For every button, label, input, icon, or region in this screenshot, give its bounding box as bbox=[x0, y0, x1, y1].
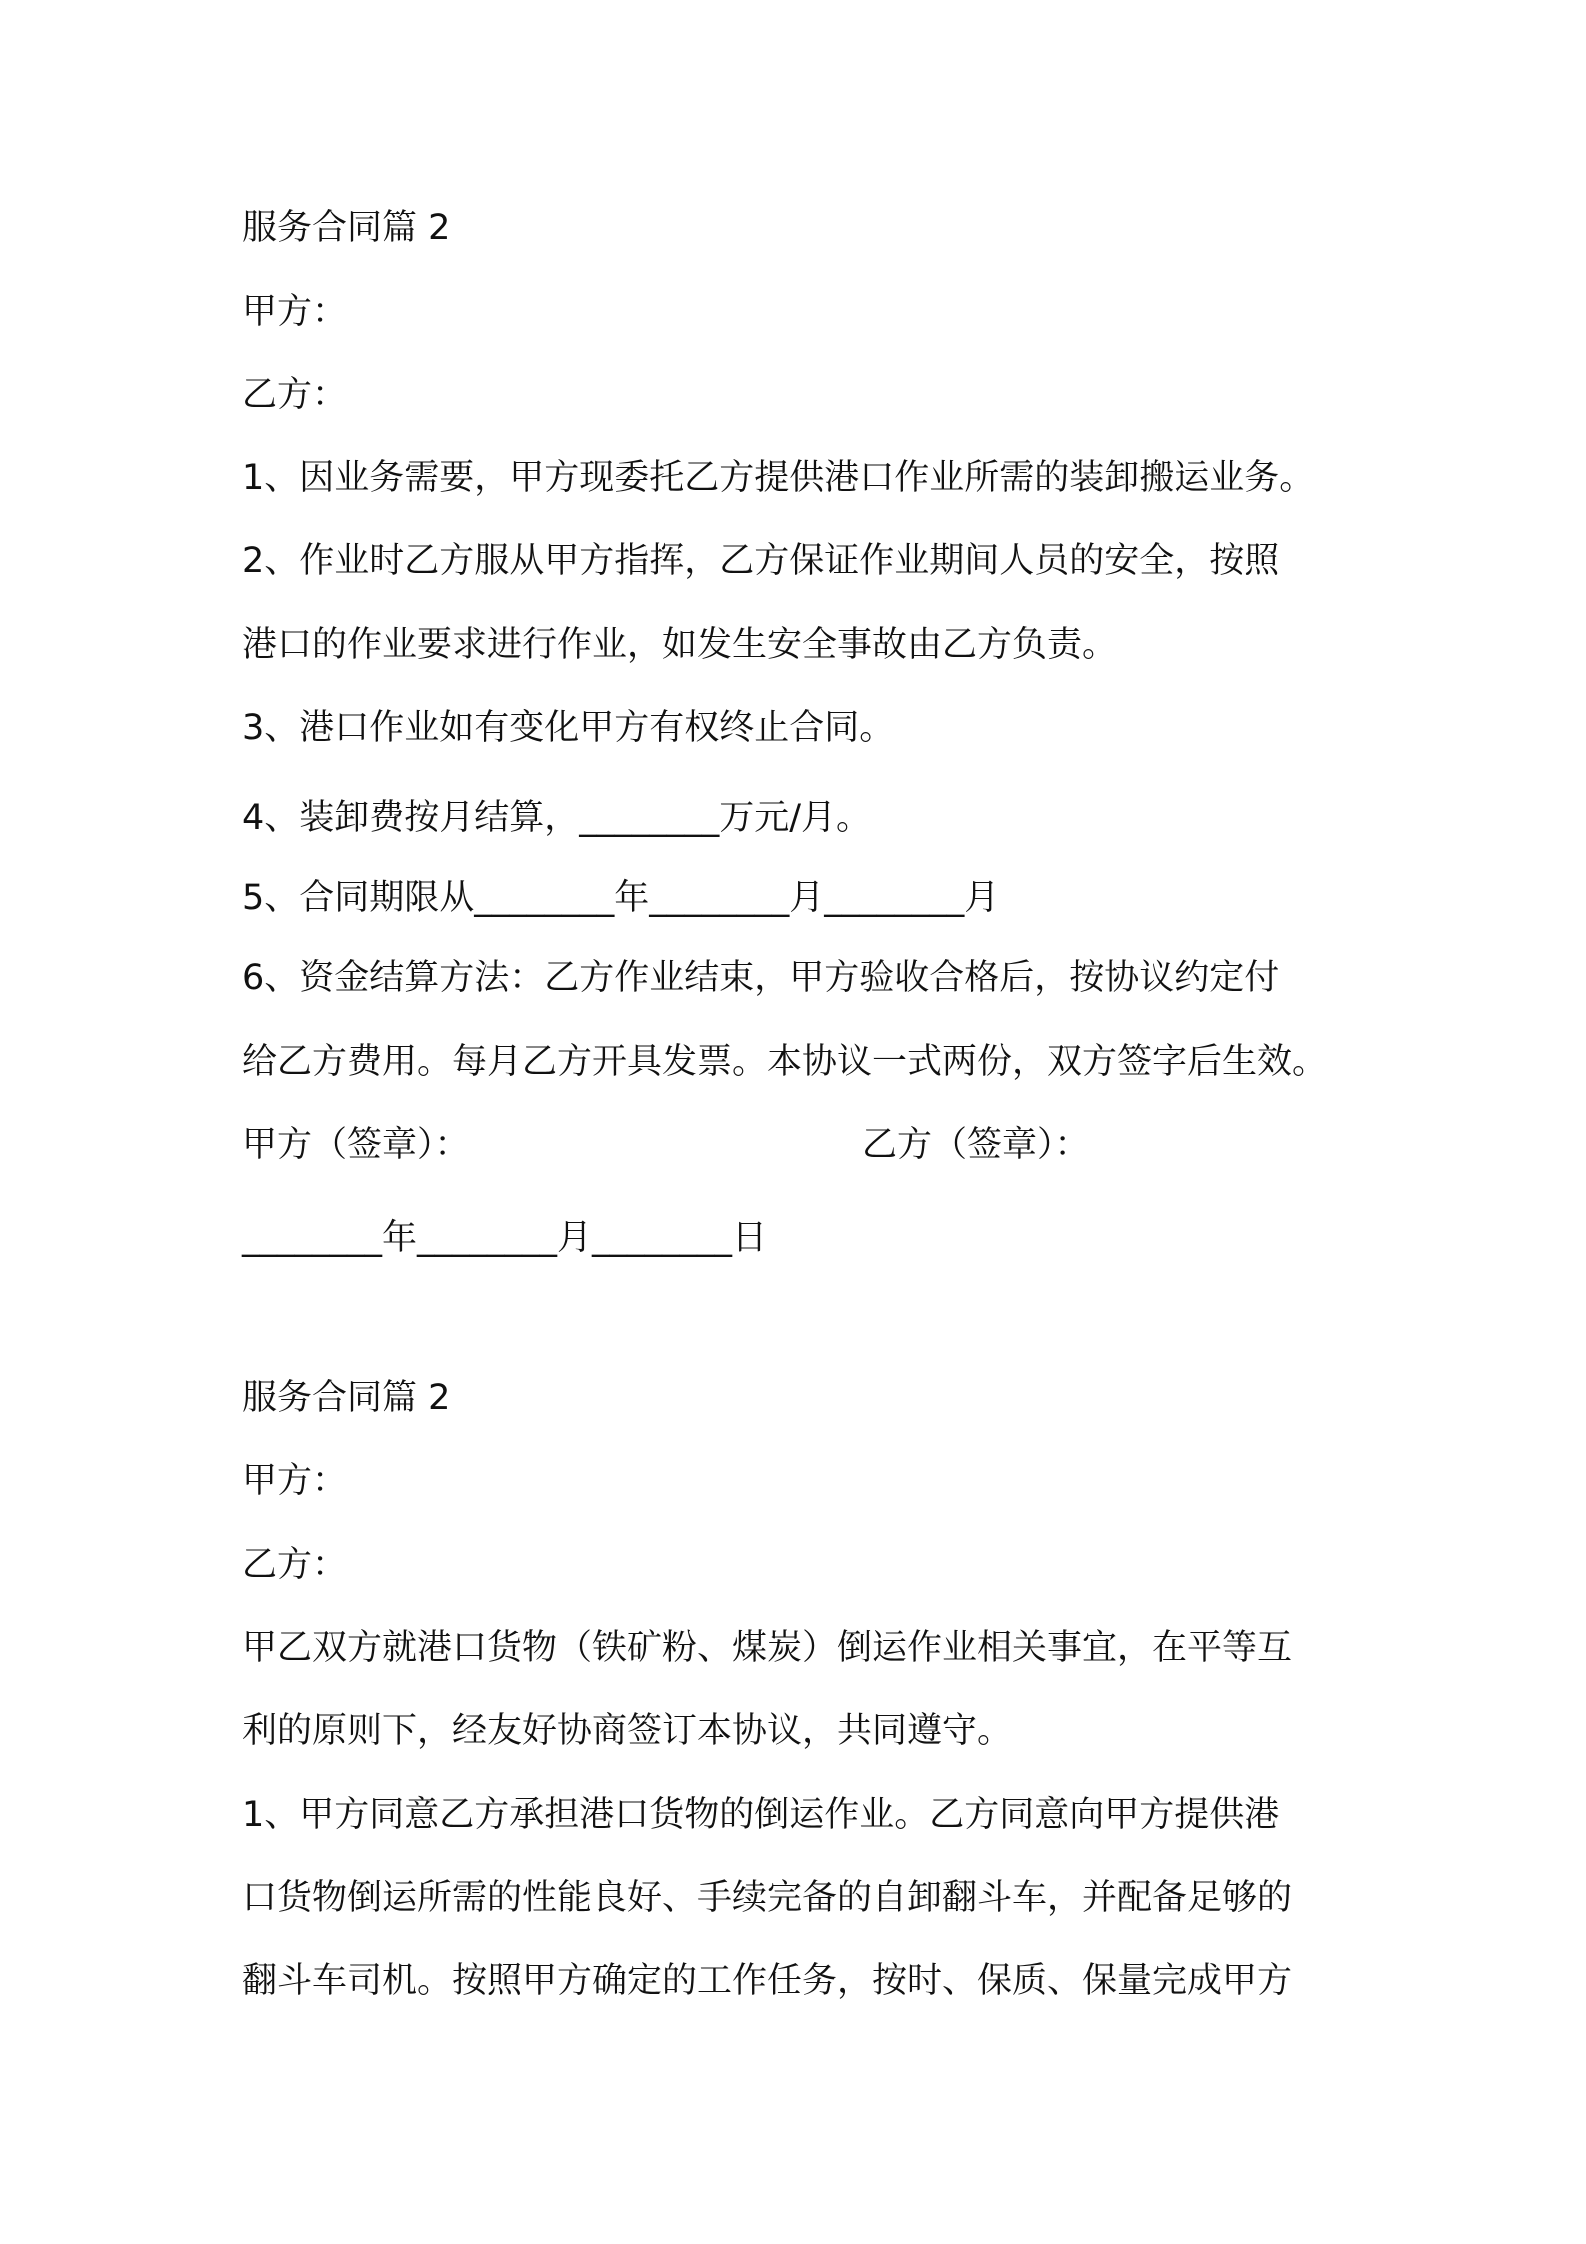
section1-clause-4: 4、装卸费按月结算，________万元/月。 bbox=[242, 798, 872, 838]
section1-date: ________年________月________日 bbox=[242, 1218, 768, 1258]
section1-clause-5: 5、合同期限从________年________月________月 bbox=[242, 878, 1000, 918]
section1-title: 服务合同篇 2 bbox=[242, 208, 451, 248]
section2-party-b: 乙方： bbox=[242, 1545, 348, 1585]
section1-clause-2-cont: 港口的作业要求进行作业，如发生安全事故由乙方负责。 bbox=[242, 625, 1118, 665]
section2-title: 服务合同篇 2 bbox=[242, 1378, 451, 1418]
section1-party-a: 甲方： bbox=[242, 292, 348, 332]
section1-clause-6-cont: 给乙方费用。每月乙方开具发票。本协议一式两份，双方签字后生效。 bbox=[242, 1042, 1328, 1082]
section1-sign-party-b: 乙方（签章）： bbox=[862, 1125, 1090, 1165]
section1-clause-2: 2、作业时乙方服从甲方指挥，乙方保证作业期间人员的安全，按照 bbox=[242, 541, 1280, 581]
section2-paragraph-1: 甲乙双方就港口货物（铁矿粉、煤炭）倒运作业相关事宜，在平等互 bbox=[242, 1628, 1293, 1668]
section1-party-b: 乙方： bbox=[242, 375, 348, 415]
section1-clause-1: 1、因业务需要，甲方现委托乙方提供港口作业所需的装卸搬运业务。 bbox=[242, 458, 1315, 498]
section1-sign-party-a: 甲方（签章）： bbox=[242, 1125, 470, 1165]
section2-party-a: 甲方： bbox=[242, 1461, 348, 1501]
section2-clause-1-cont-b: 翻斗车司机。按照甲方确定的工作任务，按时、保质、保量完成甲方 bbox=[242, 1961, 1293, 2001]
section2-paragraph-1-cont: 利的原则下，经友好协商签订本协议，共同遵守。 bbox=[242, 1711, 1013, 1751]
section2-clause-1-cont-a: 口货物倒运所需的性能良好、手续完备的自卸翻斗车，并配备足够的 bbox=[242, 1878, 1293, 1918]
section1-clause-3: 3、港口作业如有变化甲方有权终止合同。 bbox=[242, 708, 895, 748]
section1-clause-6: 6、资金结算方法：乙方作业结束，甲方验收合格后，按协议约定付 bbox=[242, 958, 1280, 998]
section2-clause-1: 1、甲方同意乙方承担港口货物的倒运作业。乙方同意向甲方提供港 bbox=[242, 1795, 1280, 1835]
